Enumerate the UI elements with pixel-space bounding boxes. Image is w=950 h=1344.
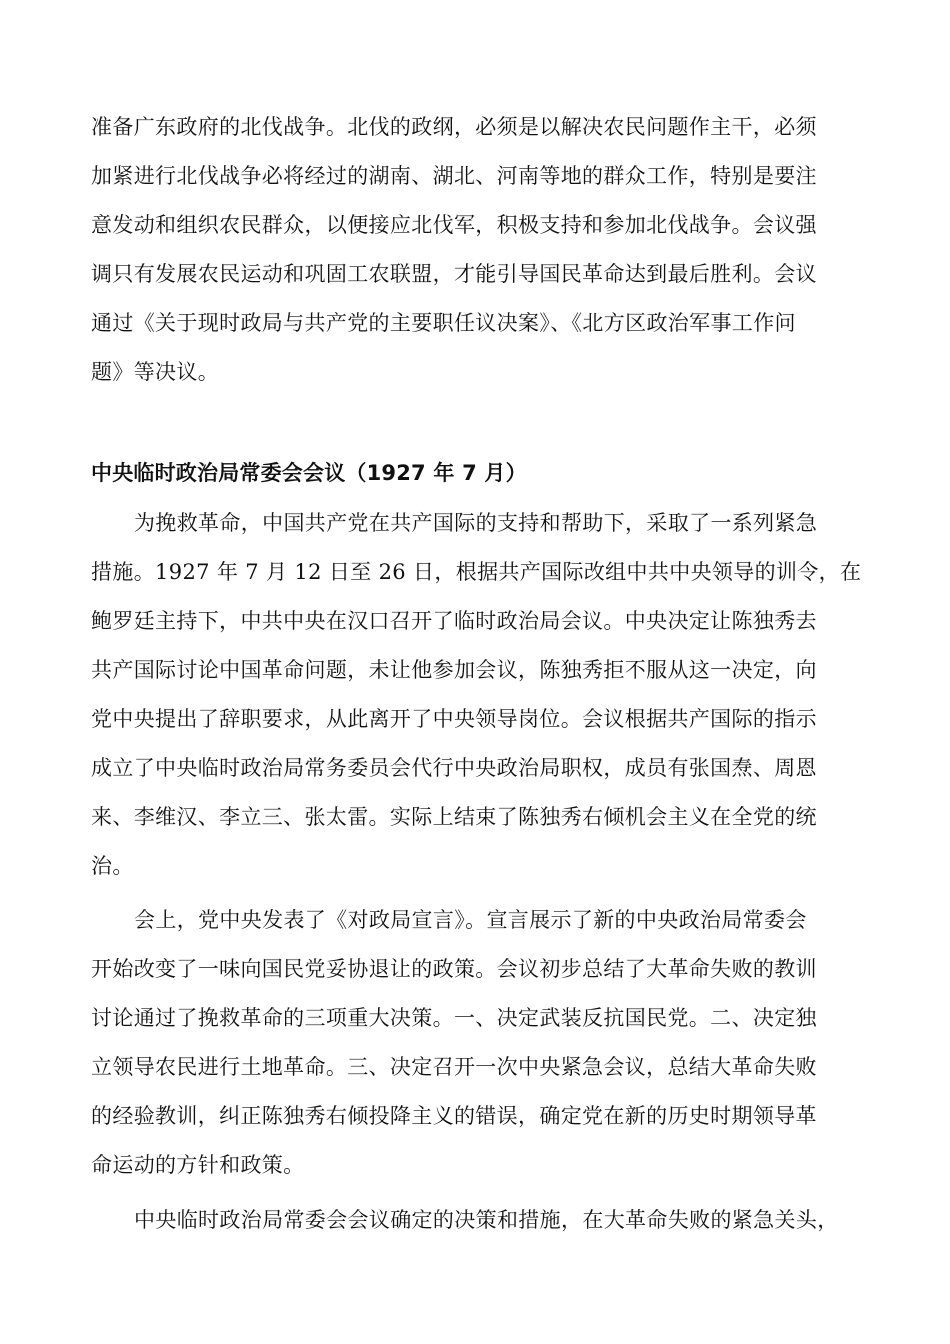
text-line: 准备广东政府的北伐战争。北伐的政纲，必须是以解决农民问题作主干，必须 bbox=[91, 115, 817, 139]
text-line: 题》等决议。 bbox=[91, 360, 220, 384]
text-line: 党中央提出了辞职要求，从此离开了中央领导岗位。会议根据共产国际的指示 bbox=[91, 707, 817, 731]
section-heading: 中央临时政治局常委会会议（1927 年 7 月） bbox=[91, 461, 527, 485]
paragraph-first-line: 会上，党中央发表了《对政局宣言》。宣言展示了新的中央政治局常委会 bbox=[134, 908, 807, 932]
paragraph-first-line: 为挽救革命，中国共产党在共产国际的支持和帮助下，采取了一系列紧急 bbox=[134, 511, 818, 535]
text-line: 的经验教训，纠正陈独秀右倾投降主义的错误，确定党在新的历史时期领导革 bbox=[91, 1104, 817, 1128]
paragraph-first-line: 中央临时政治局常委会会议确定的决策和措施，在大革命失败的紧急关头， bbox=[134, 1208, 839, 1232]
text-line: 措施。1927 年 7 月 12 日至 26 日，根据共产国际改组中共中央领导的训令，在 bbox=[91, 560, 862, 584]
text-line: 讨论通过了挽救革命的三项重大决策。一、决定武装反抗国民党。二、决定独 bbox=[91, 1006, 817, 1030]
text-line: 鲍罗廷主持下，中共中央在汉口召开了临时政治局会议。中央决定让陈独秀去 bbox=[91, 609, 817, 633]
text-line: 来、李维汉、李立三、张太雷。实际上结束了陈独秀右倾机会主义在全党的统 bbox=[91, 805, 817, 829]
text-line: 立领导农民进行土地革命。三、决定召开一次中央紧急会议，总结大革命失败 bbox=[91, 1055, 817, 1079]
text-line: 通过《关于现时政局与共产党的主要职任议决案》、《北方区政治军事工作问 bbox=[91, 311, 796, 335]
text-line: 开始改变了一味向国民党妥协退让的政策。会议初步总结了大革命失败的教训 bbox=[91, 957, 817, 981]
text-line: 命运动的方针和政策。 bbox=[91, 1153, 305, 1177]
text-line: 共产国际讨论中国革命问题，未让他参加会议，陈独秀拒不服从这一决定，向 bbox=[91, 658, 817, 682]
text-line: 加紧进行北伐战争必将经过的湖南、湖北、河南等地的群众工作，特别是要注 bbox=[91, 164, 817, 188]
text-line: 调只有发展农民运动和巩固工农联盟，才能引导国民革命达到最后胜利。会议 bbox=[91, 262, 817, 286]
text-line: 成立了中央临时政治局常务委员会代行中央政治局职权，成员有张国焘、周恩 bbox=[91, 756, 817, 780]
text-line: 意发动和组织农民群众，以便接应北伐军，积极支持和参加北伐战争。会议强 bbox=[91, 213, 817, 237]
text-line: 治。 bbox=[91, 854, 134, 878]
